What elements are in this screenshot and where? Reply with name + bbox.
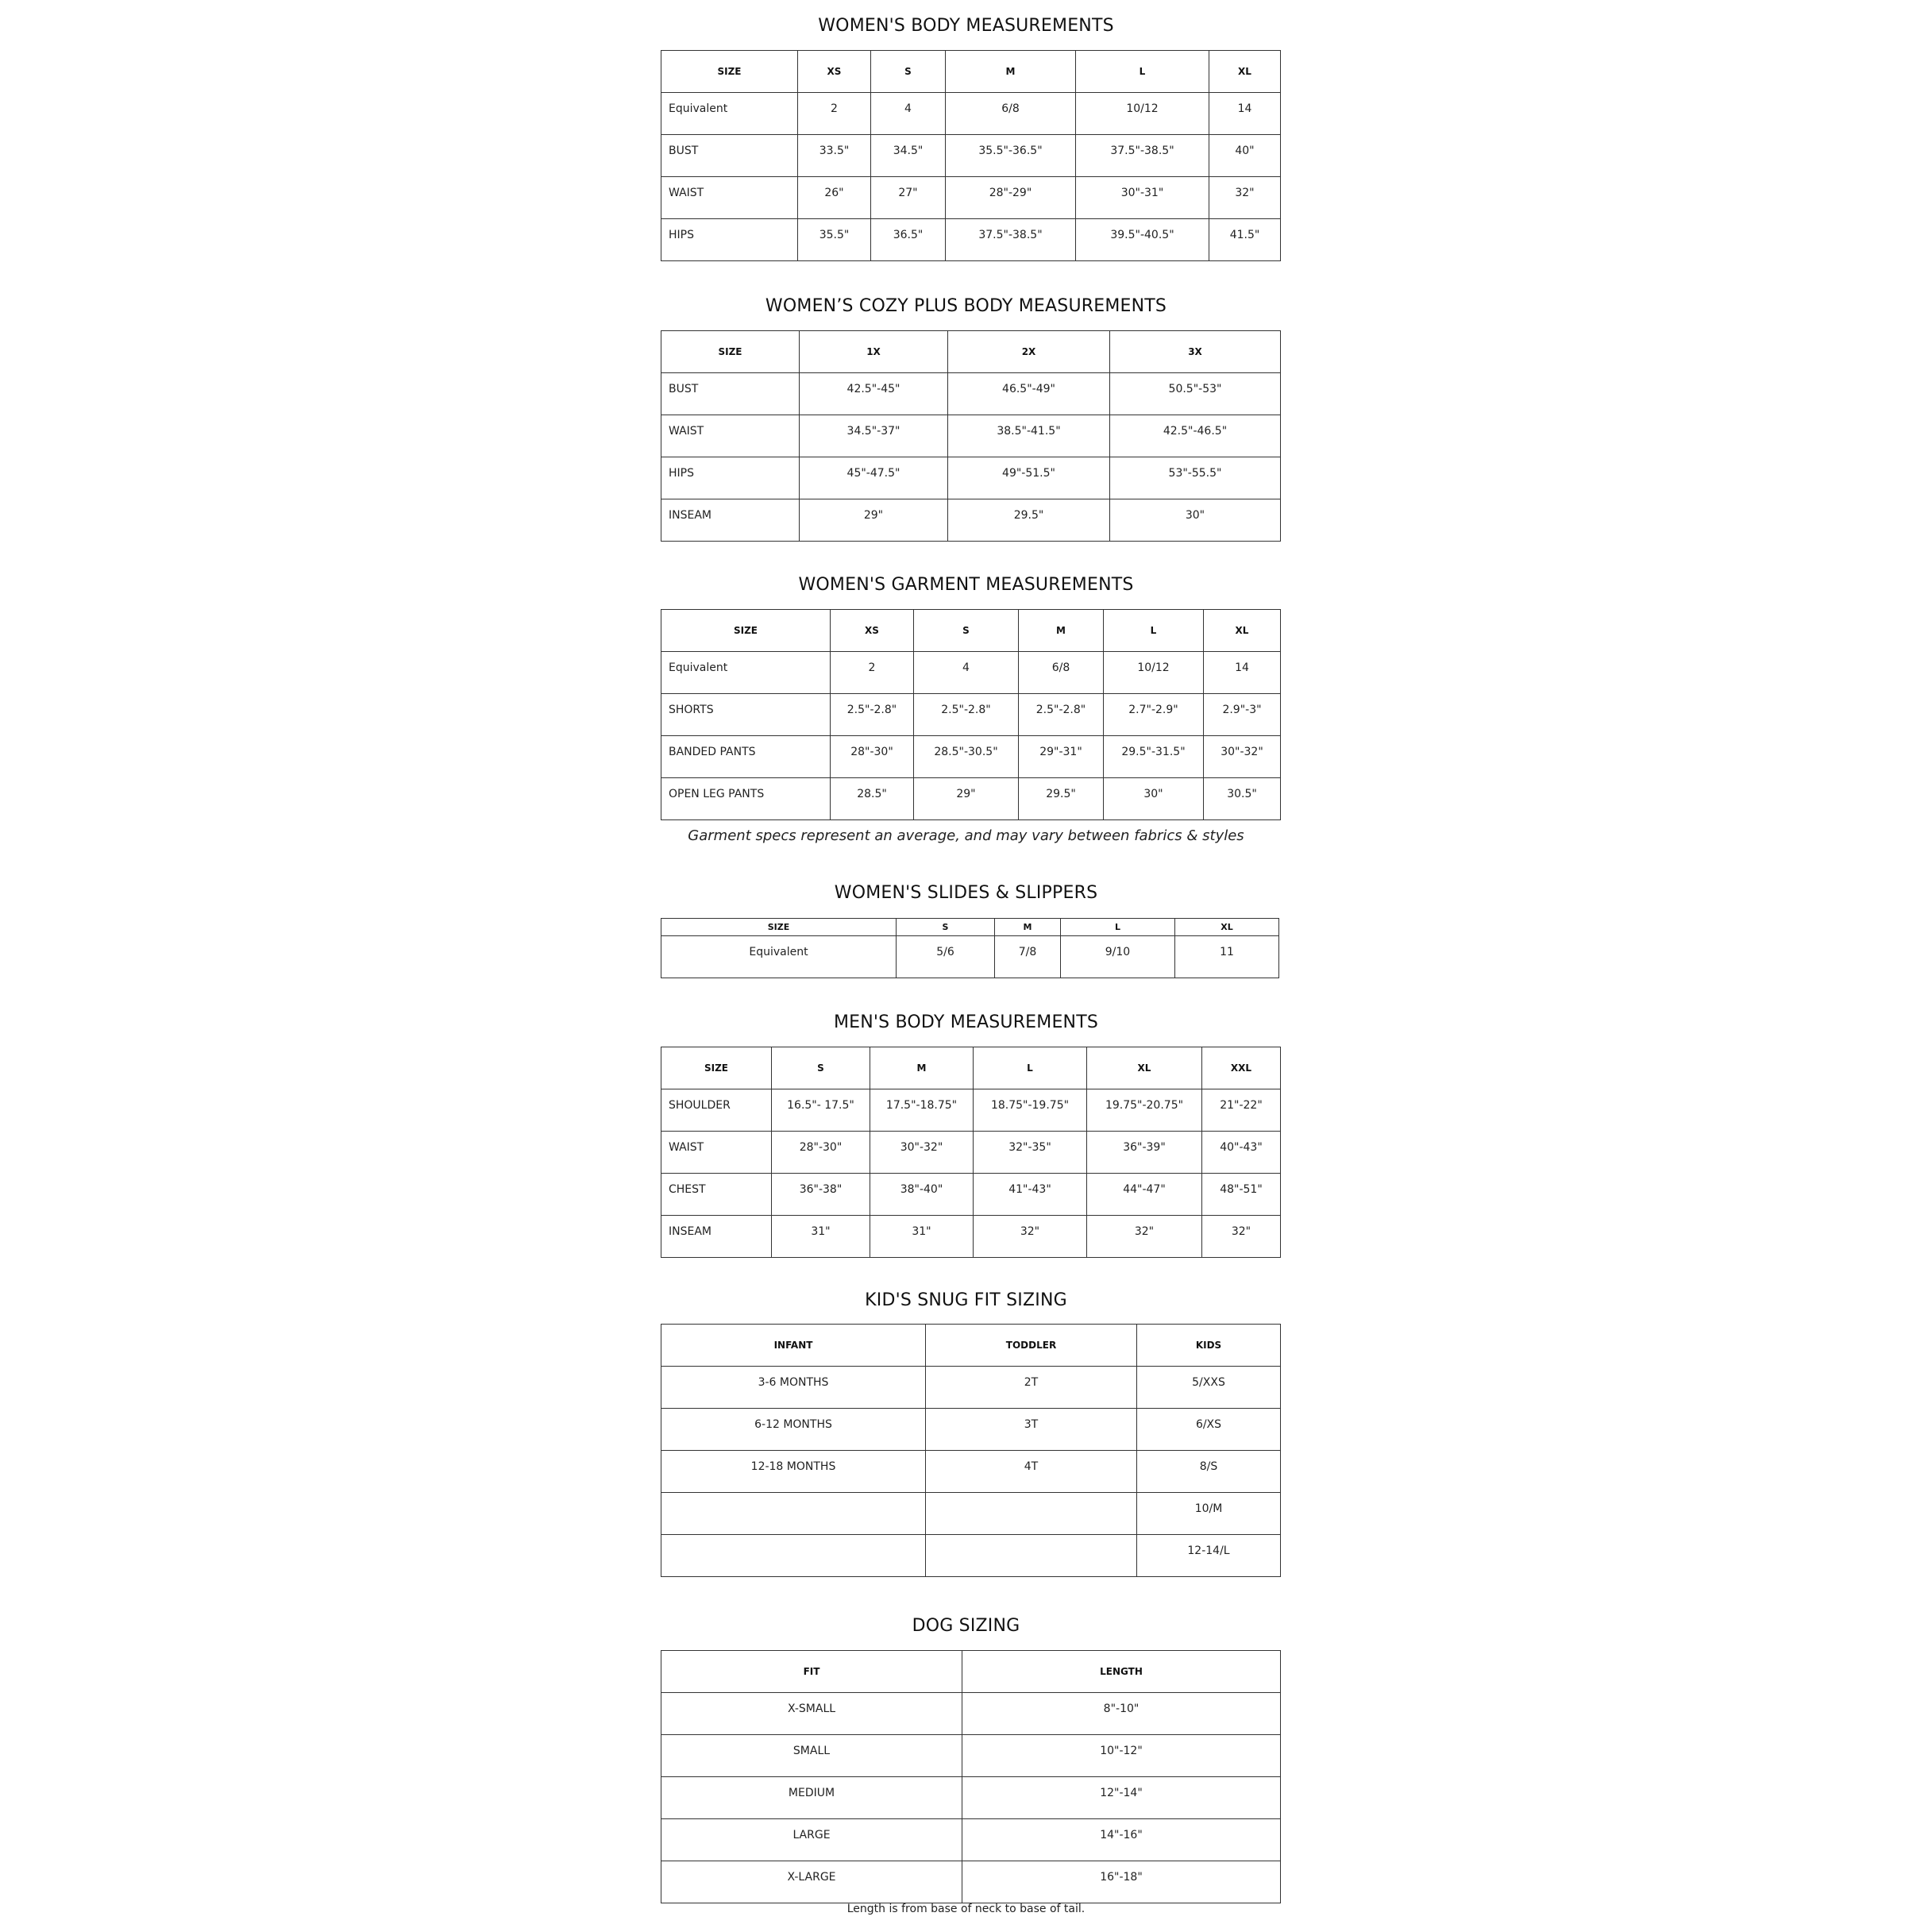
table-cell: 29" [800, 499, 948, 542]
row-label: SHORTS [661, 694, 831, 736]
table-cell: 32" [1202, 1216, 1281, 1258]
header-cell: XXL [1202, 1047, 1281, 1089]
table-cell: 34.5" [871, 135, 946, 177]
table-cell: 12"-14" [962, 1777, 1281, 1819]
table-cell [661, 1493, 926, 1535]
table-row [661, 1132, 1281, 1174]
header-cell: XL [1204, 610, 1281, 652]
table-cell: 29.5" [948, 499, 1110, 542]
table-cell: 35.5" [798, 219, 871, 261]
header-cell: SIZE [661, 51, 798, 93]
table-row [661, 93, 1281, 135]
table-cell: 38"-40" [870, 1174, 974, 1216]
header-cell: 1X [800, 331, 948, 373]
table-cell: 32" [974, 1216, 1087, 1258]
table-cell: 40"-43" [1202, 1132, 1281, 1174]
table-cell: MEDIUM [661, 1777, 962, 1819]
table-header-row [661, 331, 1281, 373]
table-cell: 6/XS [1137, 1409, 1281, 1451]
table-cell: 30"-32" [870, 1132, 974, 1174]
row-label: Equivalent [661, 936, 897, 978]
row-label: OPEN LEG PANTS [661, 778, 831, 820]
table-cell: 36.5" [871, 219, 946, 261]
header-cell: SIZE [661, 610, 831, 652]
header-cell: L [1076, 51, 1209, 93]
table-cell: LARGE [661, 1819, 962, 1861]
header-cell: M [946, 51, 1076, 93]
table-cell: 6-12 MONTHS [661, 1409, 926, 1451]
table-cell: 11 [1175, 936, 1279, 978]
header-cell: SIZE [661, 1047, 772, 1089]
table-cell: X-SMALL [661, 1693, 962, 1735]
table-cell: 33.5" [798, 135, 871, 177]
womens-slides-table [661, 918, 1279, 978]
womens-slides-title: WOMEN'S SLIDES & SLIPPERS [834, 883, 1098, 903]
table-row [661, 1174, 1281, 1216]
table-row [661, 1777, 1281, 1819]
row-label: WAIST [661, 415, 800, 457]
table-row [661, 1493, 1281, 1535]
row-label: CHEST [661, 1174, 772, 1216]
table-cell: 31" [870, 1216, 974, 1258]
table-cell: 42.5"-46.5" [1110, 415, 1281, 457]
header-cell: SIZE [661, 331, 800, 373]
table-cell: 45"-47.5" [800, 457, 948, 499]
table-cell: 37.5"-38.5" [946, 219, 1076, 261]
header-cell: M [870, 1047, 974, 1089]
table-cell: 4 [871, 93, 946, 135]
table-cell: 2.5"-2.8" [831, 694, 914, 736]
table-cell: 32" [1087, 1216, 1202, 1258]
table-cell: 7/8 [995, 936, 1061, 978]
table-cell [661, 1535, 926, 1577]
table-cell: 40" [1209, 135, 1281, 177]
table-row [661, 1409, 1281, 1451]
row-label: WAIST [661, 1132, 772, 1174]
table-cell: 28.5"-30.5" [914, 736, 1019, 778]
table-row [661, 177, 1281, 219]
table-row [661, 652, 1281, 694]
table-row [661, 457, 1281, 499]
dog-table [661, 1650, 1281, 1903]
table-cell: 53"-55.5" [1110, 457, 1281, 499]
table-row [661, 694, 1281, 736]
womens-garment-table [661, 609, 1281, 820]
table-header-row [661, 1651, 1281, 1693]
table-cell: 6/8 [1019, 652, 1104, 694]
table-cell: 4 [914, 652, 1019, 694]
table-cell: 29.5" [1019, 778, 1104, 820]
table-header-row [661, 919, 1279, 936]
table-cell: 12-14/L [1137, 1535, 1281, 1577]
table-row [661, 1451, 1281, 1493]
mens-body-title: MEN'S BODY MEASUREMENTS [833, 1012, 1099, 1032]
table-row [661, 499, 1281, 542]
row-label: HIPS [661, 219, 798, 261]
row-label: HIPS [661, 457, 800, 499]
table-cell: 14 [1204, 652, 1281, 694]
table-cell: X-LARGE [661, 1861, 962, 1903]
table-cell: 21"-22" [1202, 1089, 1281, 1132]
table-row [661, 778, 1281, 820]
table-cell: 5/XXS [1137, 1367, 1281, 1409]
table-row [661, 1861, 1281, 1903]
table-cell: 30" [1104, 778, 1204, 820]
table-cell: 36"-38" [772, 1174, 870, 1216]
table-header-row [661, 610, 1281, 652]
table-cell: 2.5"-2.8" [1019, 694, 1104, 736]
table-cell: 32" [1209, 177, 1281, 219]
header-cell: L [1061, 919, 1175, 936]
header-cell: S [871, 51, 946, 93]
womens-garment-title: WOMEN'S GARMENT MEASUREMENTS [798, 575, 1134, 595]
header-cell: INFANT [661, 1325, 926, 1367]
table-cell: 2 [831, 652, 914, 694]
table-cell: 36"-39" [1087, 1132, 1202, 1174]
table-cell: 39.5"-40.5" [1076, 219, 1209, 261]
table-cell: 50.5"-53" [1110, 373, 1281, 415]
row-label: INSEAM [661, 1216, 772, 1258]
table-cell: 2.7"-2.9" [1104, 694, 1204, 736]
row-label: BUST [661, 135, 798, 177]
row-label: INSEAM [661, 499, 800, 542]
header-cell: S [897, 919, 995, 936]
header-cell: L [974, 1047, 1087, 1089]
table-cell: 26" [798, 177, 871, 219]
table-cell: 14 [1209, 93, 1281, 135]
womens-plus-title: WOMEN’S COZY PLUS BODY MEASUREMENTS [765, 296, 1167, 316]
row-label: WAIST [661, 177, 798, 219]
table-cell: 16.5"- 17.5" [772, 1089, 870, 1132]
table-cell: 28.5" [831, 778, 914, 820]
table-row [661, 1089, 1281, 1132]
table-cell: 2T [926, 1367, 1137, 1409]
table-cell: 10/M [1137, 1493, 1281, 1535]
table-row [661, 936, 1279, 978]
header-cell: XL [1175, 919, 1279, 936]
table-cell: 27" [871, 177, 946, 219]
table-cell: 49"-51.5" [948, 457, 1110, 499]
table-cell: 44"-47" [1087, 1174, 1202, 1216]
table-cell: 28"-29" [946, 177, 1076, 219]
table-cell: 10/12 [1076, 93, 1209, 135]
table-cell [926, 1493, 1137, 1535]
table-cell: 4T [926, 1451, 1137, 1493]
mens-body-table [661, 1047, 1281, 1258]
table-row [661, 1535, 1281, 1577]
table-row [661, 1216, 1281, 1258]
table-cell: 31" [772, 1216, 870, 1258]
header-cell: TODDLER [926, 1325, 1137, 1367]
table-row [661, 1693, 1281, 1735]
table-cell: 34.5"-37" [800, 415, 948, 457]
table-header-row [661, 51, 1281, 93]
table-row [661, 1367, 1281, 1409]
header-cell: M [995, 919, 1061, 936]
header-cell: 3X [1110, 331, 1281, 373]
table-cell: 10"-12" [962, 1735, 1281, 1777]
header-cell: XS [798, 51, 871, 93]
table-header-row [661, 1047, 1281, 1089]
table-row [661, 736, 1281, 778]
womens-body-table [661, 50, 1281, 261]
garment-note: Garment specs represent an average, and may vary between fabrics & styles [688, 827, 1244, 844]
table-cell: 6/8 [946, 93, 1076, 135]
kids-table [661, 1324, 1281, 1577]
table-cell: 41.5" [1209, 219, 1281, 261]
row-label: SHOULDER [661, 1089, 772, 1132]
table-row [661, 135, 1281, 177]
header-cell: XL [1209, 51, 1281, 93]
header-cell: S [914, 610, 1019, 652]
header-cell: XL [1087, 1047, 1202, 1089]
table-row [661, 1819, 1281, 1861]
table-row [661, 219, 1281, 261]
table-cell: 30"-31" [1076, 177, 1209, 219]
table-row [661, 1735, 1281, 1777]
table-cell: 2.9"-3" [1204, 694, 1281, 736]
header-cell: KIDS [1137, 1325, 1281, 1367]
table-cell: 9/10 [1061, 936, 1175, 978]
table-cell: 32"-35" [974, 1132, 1087, 1174]
table-cell: 35.5"-36.5" [946, 135, 1076, 177]
header-cell: FIT [661, 1651, 962, 1693]
table-cell: 28"-30" [772, 1132, 870, 1174]
table-cell: 30"-32" [1204, 736, 1281, 778]
dog-note: Length is from base of neck to base of tail. [846, 1903, 1086, 1915]
table-cell: 38.5"-41.5" [948, 415, 1110, 457]
table-cell: 29" [914, 778, 1019, 820]
header-cell: S [772, 1047, 870, 1089]
table-cell: 46.5"-49" [948, 373, 1110, 415]
dog-title: DOG SIZING [912, 1616, 1020, 1636]
table-cell: 37.5"-38.5" [1076, 135, 1209, 177]
header-cell: L [1104, 610, 1204, 652]
row-label: BANDED PANTS [661, 736, 831, 778]
table-cell: 14"-16" [962, 1819, 1281, 1861]
table-row [661, 373, 1281, 415]
table-cell: 16"-18" [962, 1861, 1281, 1903]
row-label: Equivalent [661, 93, 798, 135]
table-cell: 41"-43" [974, 1174, 1087, 1216]
table-cell: 12-18 MONTHS [661, 1451, 926, 1493]
table-cell: 30" [1110, 499, 1281, 542]
header-cell: LENGTH [962, 1651, 1281, 1693]
row-label: BUST [661, 373, 800, 415]
table-cell: 2 [798, 93, 871, 135]
header-cell: SIZE [661, 919, 897, 936]
table-cell: 28"-30" [831, 736, 914, 778]
table-cell: SMALL [661, 1735, 962, 1777]
womens-plus-table [661, 330, 1281, 542]
table-cell: 29"-31" [1019, 736, 1104, 778]
table-cell: 8/S [1137, 1451, 1281, 1493]
header-cell: XS [831, 610, 914, 652]
table-cell: 48"-51" [1202, 1174, 1281, 1216]
table-cell: 18.75"-19.75" [974, 1089, 1087, 1132]
header-cell: M [1019, 610, 1104, 652]
table-cell: 10/12 [1104, 652, 1204, 694]
header-cell: 2X [948, 331, 1110, 373]
womens-body-title: WOMEN'S BODY MEASUREMENTS [818, 16, 1114, 36]
row-label: Equivalent [661, 652, 831, 694]
table-cell: 19.75"-20.75" [1087, 1089, 1202, 1132]
table-cell: 30.5" [1204, 778, 1281, 820]
table-cell: 3T [926, 1409, 1137, 1451]
table-cell [926, 1535, 1137, 1577]
table-cell: 29.5"-31.5" [1104, 736, 1204, 778]
kids-title: KID'S SNUG FIT SIZING [865, 1290, 1067, 1310]
table-cell: 5/6 [897, 936, 995, 978]
table-cell: 2.5"-2.8" [914, 694, 1019, 736]
table-cell: 8"-10" [962, 1693, 1281, 1735]
table-cell: 42.5"-45" [800, 373, 948, 415]
table-cell: 3-6 MONTHS [661, 1367, 926, 1409]
table-cell: 17.5"-18.75" [870, 1089, 974, 1132]
table-row [661, 415, 1281, 457]
table-header-row [661, 1325, 1281, 1367]
